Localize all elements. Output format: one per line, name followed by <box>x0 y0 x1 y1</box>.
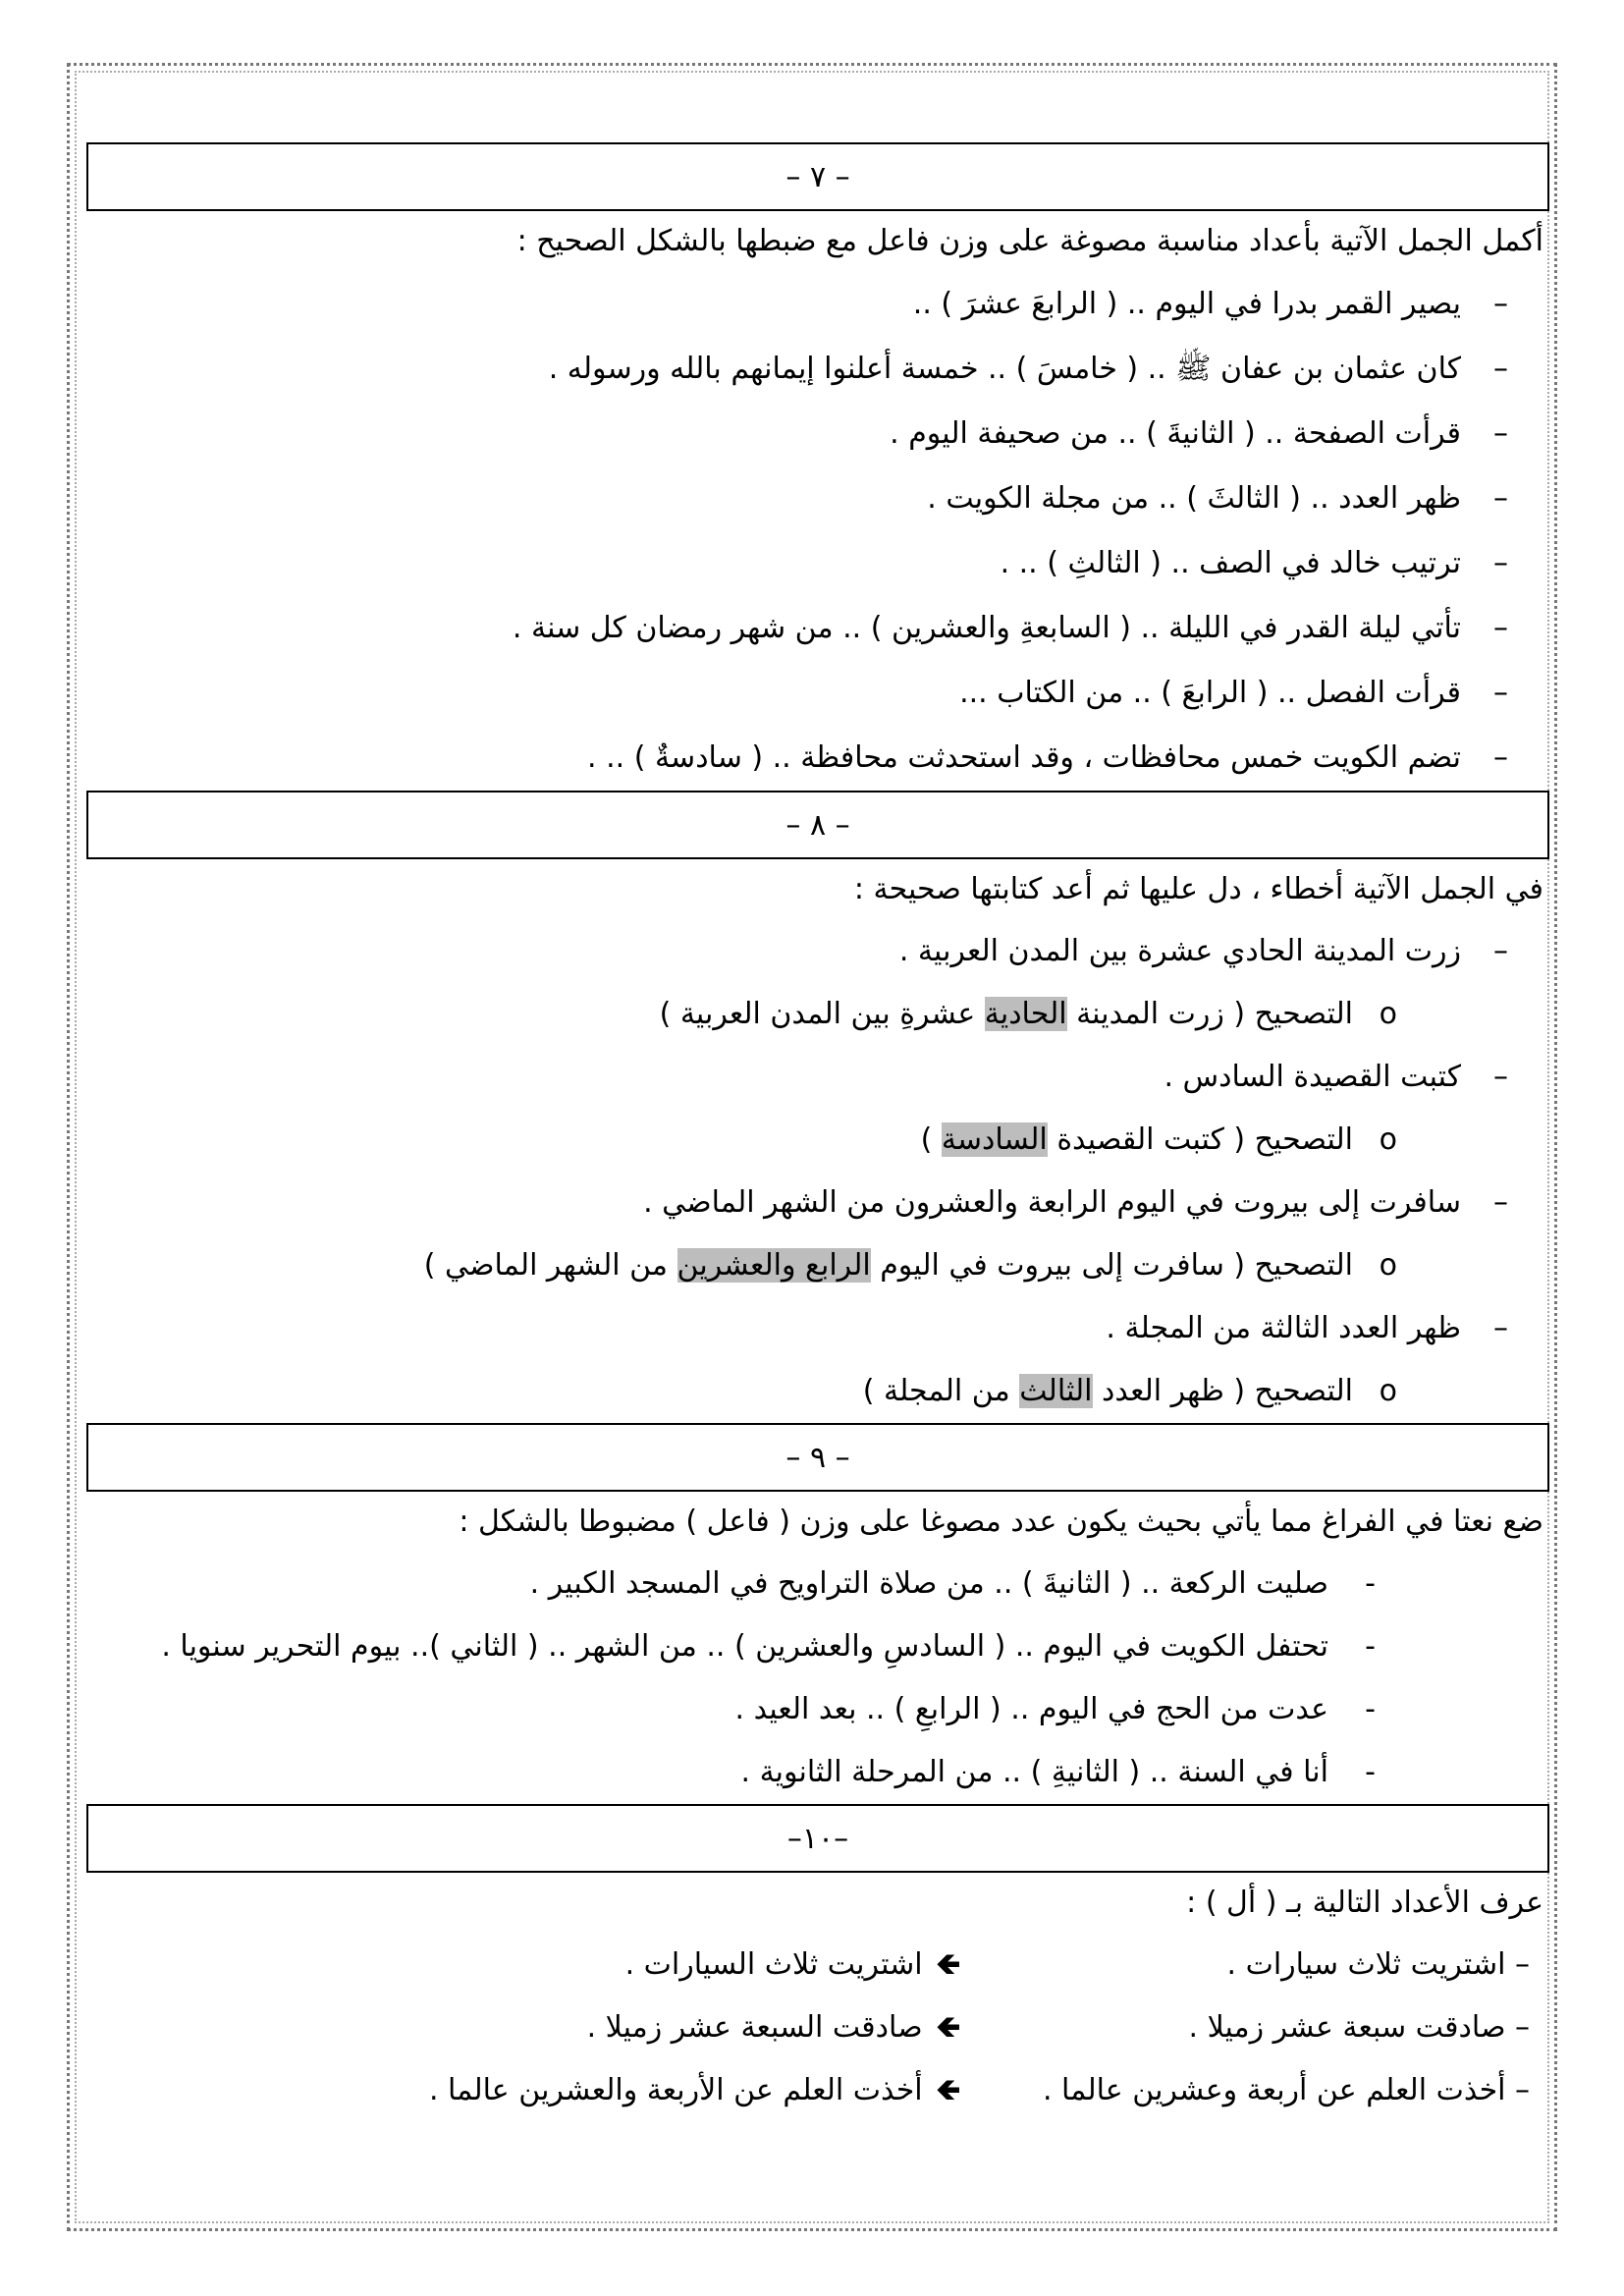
correction: o التصحيح ( ظهر العدد الثالث من المجلة ) <box>862 1374 1397 1408</box>
list-item: – ظهر العدد .. ( الثالثَ ) .. من مجلة الكويت . <box>927 481 1508 516</box>
wrong-sentence: – ظهر العدد الثالثة من المجلة . <box>1106 1311 1508 1345</box>
list-item: – يصير القمر بدرا في اليوم .. ( الرابعَ عشرَ ) .. <box>912 287 1508 321</box>
instruction: ضع نعتا في الفراغ مما يأتي بحيث يكون عدد مصوغا على وزن ( فاعل ) مضبوطا بالشكل : <box>459 1504 1543 1539</box>
definite-row: – اشتريت ثلاث سيارات . 🡸اشتريت ثلاث السيارات . <box>624 1947 1530 1982</box>
correction: o التصحيح ( سافرت إلى بيروت في اليوم الرابع والعشرين من الشهر الماضي ) <box>423 1248 1397 1283</box>
section-number-box <box>86 142 1549 211</box>
section-number: – ٨ – <box>785 807 850 843</box>
highlighted-correction: السادسة <box>941 1122 1048 1157</box>
list-item: – تأتي ليلة القدر في الليلة .. ( السابعةِ والعشرين ) .. من شهر رمضان كل سنة . <box>512 611 1508 645</box>
correction: o التصحيح ( كتبت القصيدة السادسة ) <box>920 1122 1397 1157</box>
section-number: – ٧ – <box>785 159 850 194</box>
instruction: عرف الأعداد التالية بـ ( أل ) : <box>1186 1886 1543 1920</box>
list-item: – ترتيب خالد في الصف .. ( الثالثِ ) .. . <box>1000 546 1508 580</box>
section-number-box <box>86 791 1549 859</box>
worksheet <box>86 142 1549 2122</box>
section-number-box <box>86 1804 1549 1873</box>
instruction: أكمل الجمل الآتية بأعداد مناسبة مصوغة على وزن فاعل مع ضبطها بالشكل الصحيح : <box>516 224 1543 258</box>
list-item: – كان عثمان بن عفان ﷺ .. ( خامسَ ) .. خمسة أعلنوا إيمانهم بالله ورسوله . <box>548 352 1508 386</box>
list-item: - صليت الركعة .. ( الثانيةَ ) .. من صلاة التراويح في المسجد الكبير . <box>529 1566 1376 1601</box>
list-item: – تضم الكويت خمس محافظات ، وقد استحدثت محافظة .. ( سادسةٌ ) .. . <box>587 740 1508 775</box>
section-number: – ٩ – <box>785 1440 850 1475</box>
highlighted-correction: الرابع والعشرين <box>677 1248 871 1283</box>
list-item: – قرأت الصفحة .. ( الثانيةَ ) .. من صحيفة اليوم . <box>890 416 1508 451</box>
arrow-left-icon: 🡸 <box>936 2073 960 2107</box>
section-number-box <box>86 1423 1549 1492</box>
arrow-left-icon: 🡸 <box>936 1947 960 1982</box>
list-item: - أنا في السنة .. ( الثانيةِ ) .. من المرحلة الثانوية . <box>740 1755 1376 1789</box>
definite-row: – أخذت العلم عن أربعة وعشرين عالما . 🡸أخذت العلم عن الأربعة والعشرين عالما . <box>428 2073 1530 2107</box>
definite-row: – صادقت سبعة عشر زميلا . 🡸صادقت السبعة عشر زميلا . <box>586 2010 1530 2045</box>
highlighted-correction: الثالث <box>1019 1374 1093 1408</box>
instruction: في الجمل الآتية أخطاء ، دل عليها ثم أعد كتابتها صحيحة : <box>853 872 1543 906</box>
list-item: – قرأت الفصل .. ( الرابعَ ) .. من الكتاب ... <box>959 676 1508 710</box>
wrong-sentence: – سافرت إلى بيروت في اليوم الرابعة والعشرون من الشهر الماضي . <box>643 1185 1508 1220</box>
highlighted-correction: الحادية <box>984 997 1067 1031</box>
section-number: –١٠– <box>786 1821 849 1856</box>
wrong-sentence: – زرت المدينة الحادي عشرة بين المدن العربية . <box>898 934 1508 968</box>
list-item: - عدت من الحج في اليوم .. ( الرابعِ ) .. بعد العيد . <box>734 1692 1376 1726</box>
arrow-left-icon: 🡸 <box>936 2010 960 2045</box>
correction: o التصحيح ( زرت المدينة الحادية عشرةِ بين المدن العربية ) <box>659 997 1397 1031</box>
wrong-sentence: – كتبت القصيدة السادس . <box>1164 1060 1508 1094</box>
list-item: - تحتفل الكويت في اليوم .. ( السادسِ والعشرين ) .. من الشهر .. ( الثاني ).. بيوم التحرير سنويا . <box>161 1629 1376 1664</box>
